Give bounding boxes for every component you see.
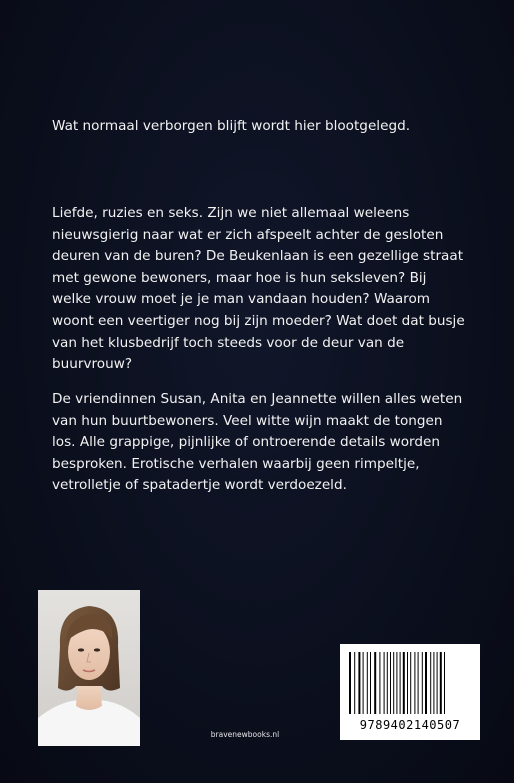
barcode-bar (422, 652, 423, 714)
blurb-paragraph-2 (52, 389, 472, 497)
barcode-bar (425, 652, 427, 714)
blurb-line: los. Alle grappige, pijnlijke of ontroerende details worden (52, 434, 441, 451)
barcode-bar (433, 652, 434, 714)
barcode-bar (367, 652, 368, 714)
barcode-bar (400, 652, 401, 714)
barcode-bar (430, 652, 431, 714)
barcode-bar (418, 652, 419, 714)
blurb-line: De vriendinnen Susan, Anita en Jeannette willen alles weten (52, 391, 463, 407)
isbn-barcode (340, 644, 480, 740)
barcode-bar (390, 652, 391, 714)
barcode-bar (354, 652, 355, 714)
barcode-bar (374, 652, 376, 714)
barcode-bar (363, 652, 364, 714)
barcode-bar (444, 652, 445, 714)
blurb-line: van hun buurtbewoners. Veel witte wijn maakt de tongen (52, 412, 443, 429)
barcode-bar (440, 652, 442, 714)
blurb-line: van het klusbedrijf toch steeds voor de deur van de (52, 334, 405, 351)
tagline: Wat normaal verborgen blijft wordt hier blootgelegd. (52, 118, 411, 134)
isbn-number: 9789402140507 (359, 718, 461, 732)
blurb-line: met gewone bewoners, maar hoe is hun seksleven? Bij (52, 269, 427, 286)
blurb-paragraph-1 (52, 203, 472, 376)
barcode-bar (437, 652, 438, 714)
barcode-bar (358, 652, 360, 714)
barcode-bar (403, 652, 405, 714)
barcode-bar (396, 652, 397, 714)
blurb-line: besproken. Erotische verhalen waarbij geen rimpeltje, (52, 455, 420, 472)
barcode-bar (387, 652, 388, 714)
barcode-bar (379, 652, 380, 714)
barcode-bars (348, 652, 472, 716)
barcode-bar (370, 652, 371, 714)
barcode-bar (384, 652, 385, 714)
blurb-line: deuren van de buren? De Beukenlaan is een gezellige straat (52, 248, 464, 265)
author-photo (38, 590, 140, 746)
blurb-line: nieuwsgierig naar wat er zich afspeelt achter de gesloten (52, 226, 444, 243)
blurb-line: Liefde, ruzies en seks. Zijn we niet allemaal weleens (52, 205, 410, 221)
blurb-line: vetrolletje of spatadertje wordt verdoezeld. (52, 477, 347, 494)
barcode-bar (410, 652, 411, 714)
barcode-bar (393, 652, 394, 714)
blurb-line: buurvrouw? (52, 356, 133, 373)
barcode-bar (349, 652, 351, 714)
barcode-bar (414, 652, 415, 714)
blurb-line: welke vrouw moet je je man vandaan houden? Waarom (52, 291, 431, 308)
publisher-url[interactable]: bravenewbooks.nl (210, 730, 280, 739)
author-portrait-image (38, 590, 140, 746)
barcode-bar (407, 652, 408, 714)
blurb-line: woont een veertiger nog bij zijn moeder? Wat doet dat busje (52, 312, 465, 329)
